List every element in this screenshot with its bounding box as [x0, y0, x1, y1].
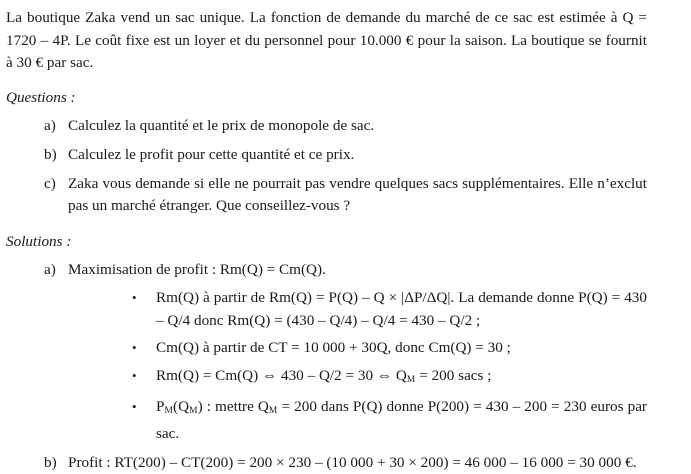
- questions-heading: Questions :: [6, 88, 76, 106]
- question-item-a: [6, 115, 647, 138]
- question-marker-a: a): [44, 117, 56, 135]
- question-item-b: [6, 144, 647, 167]
- question-text-c: Zaka vous demande si elle ne pourrait pas vendre quelques sacs supplémentaires. Elle n’exclut pas un marché étranger. Que conseillez-vous ?: [68, 174, 647, 215]
- question-text-b: Calculez le profit pour cette quantité et ce prix.: [68, 145, 355, 163]
- bullet-dot-icon: •: [132, 399, 137, 415]
- solution-a-bullets: [68, 287, 647, 446]
- solution-bullet-2-text: Cm(Q) à partir de CT = 10 000 + 30Q, donc Cm(Q) = 30 ;: [156, 339, 511, 357]
- question-item-c: [6, 173, 647, 218]
- question-marker-b: b): [44, 145, 57, 163]
- solution-marker-a: a): [44, 261, 56, 279]
- bullet-dot-icon: •: [132, 289, 137, 305]
- solution-marker-b: b): [44, 453, 57, 471]
- questions-list: [6, 115, 647, 217]
- bullet-dot-icon: •: [132, 340, 137, 356]
- bullet-3-suffix: = 200 sacs ;: [415, 366, 492, 384]
- bullet-3-prefix: Rm(Q) = Cm(Q) ⇔ 430 – Q/2 = 30 ⇔ Q: [156, 366, 407, 384]
- question-text-a: Calculez la quantité et le prix de monopole de sac.: [68, 117, 375, 135]
- intro-paragraph: La boutique Zaka vend un sac unique. La fonction de demande du marché de ce sac est estimée à Q = 1720 – 4P. Le coût fixe est un loyer et du personnel pour 10.000 € pour la saison. La boutique se fournit à 30 € par sac.: [6, 9, 647, 72]
- solution-bullet-3-text: [156, 365, 647, 392]
- solution-item-b: [6, 452, 647, 474]
- solution-text-a: Maximisation de profit : Rm(Q) = Cm(Q).: [68, 261, 326, 279]
- solutions-list: [6, 259, 647, 474]
- solution-bullet-2: [68, 337, 647, 360]
- solution-bullet-1-text: Rm(Q) à partir de Rm(Q) = P(Q) – Q × |ΔP/ΔQ|. La demande donne P(Q) = 430 – Q/4 donc Rm(Q) = (430 – Q/4) – Q/4 = 430 – Q/2 ;: [156, 288, 647, 329]
- solution-text-b: Profit : RT(200) – CT(200) = 200 × 230 – (10 000 + 30 × 200) = 46 000 – 16 000 = 30 000 €.: [68, 453, 637, 471]
- bullet-dot-icon: •: [132, 367, 137, 383]
- bullet-3-subscript: M: [406, 374, 416, 385]
- solution-bullet-4: [68, 396, 647, 445]
- solution-bullet-4-text: $P_M(Q_M)$ : mettre $Q_M = 200$ dans P(Q) donne P(200) = 430 – 200 = 230 euros par sac.: [156, 398, 647, 443]
- document-body: [6, 0, 647, 474]
- question-marker-c: c): [44, 174, 56, 192]
- solution-item-a: [6, 259, 647, 445]
- solution-bullet-3: [68, 365, 647, 392]
- solution-bullet-1: [68, 287, 647, 332]
- solutions-heading: Solutions :: [6, 232, 72, 250]
